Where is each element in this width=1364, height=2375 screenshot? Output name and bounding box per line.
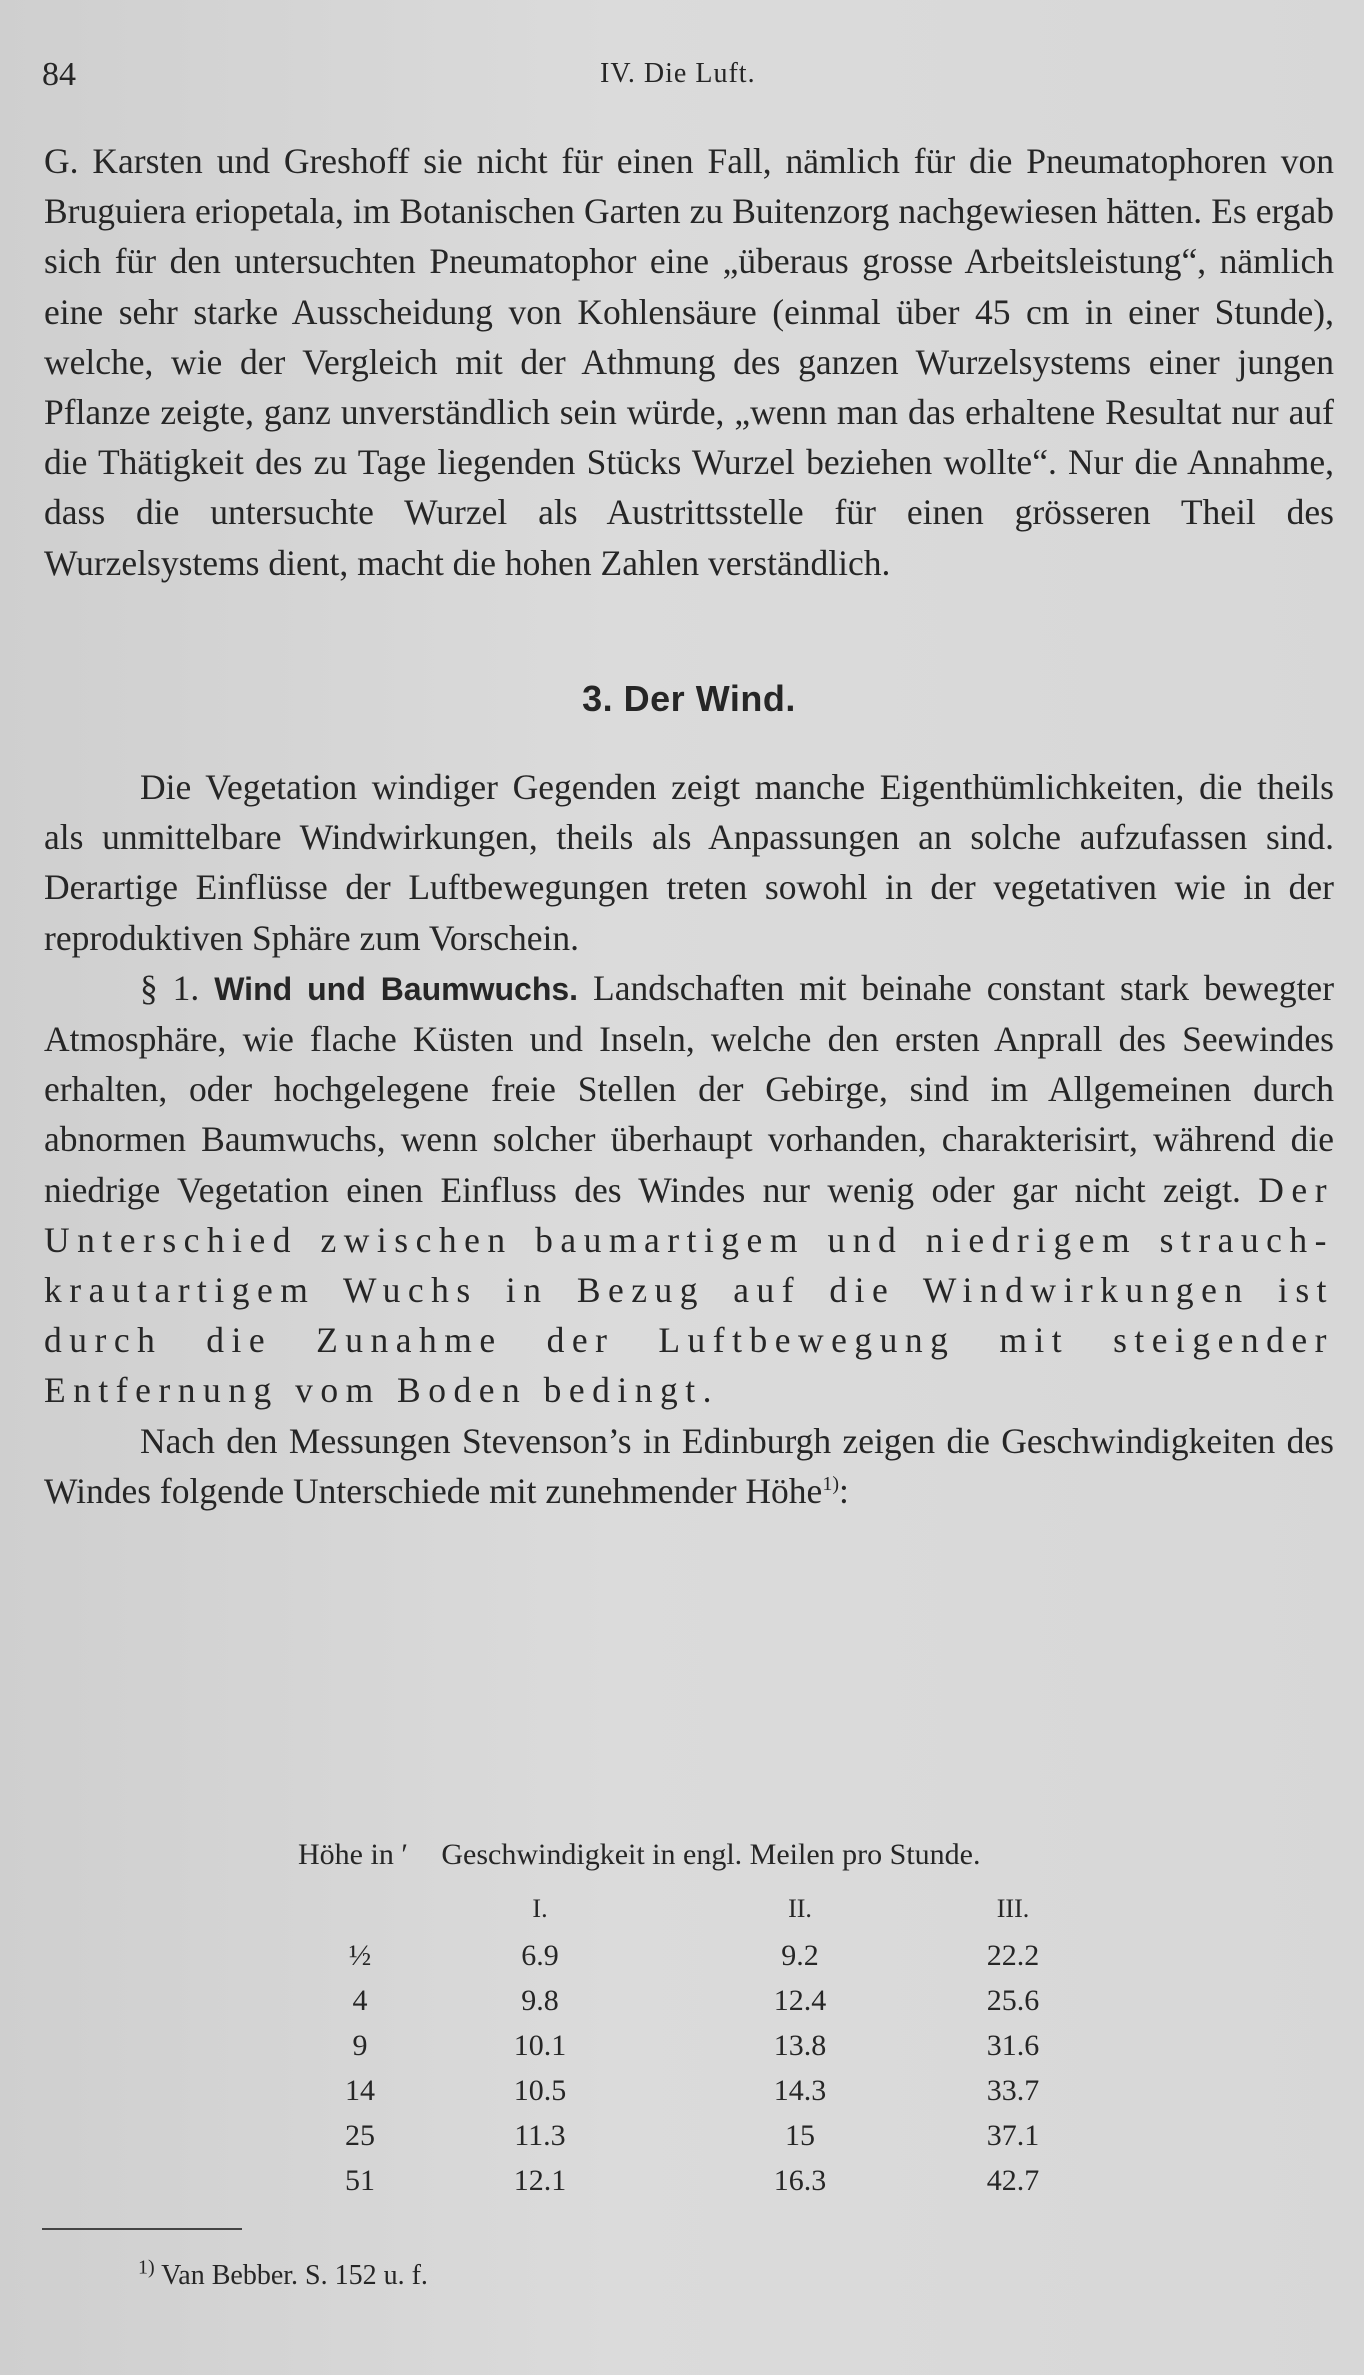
column-head: II.	[788, 1894, 812, 1923]
table-cell: 16.3	[773, 2164, 827, 2197]
paragraph-intro: Die Vegetation windiger Gegenden zeigt manche Eigenthümlichkeiten, die theils als unmittelbare Windwirkungen, theils als Anpassungen an solche aufzufassen sind. Derartige Einflüsse der Luftbewegungen treten sowohl in der vegetativen wie in der reproduktiven Sphäre zum Vorschein.	[44, 767, 1334, 958]
table-cell-height: 51	[345, 2164, 375, 2197]
table-cell: 42.7	[986, 2164, 1040, 2197]
table-cell: 12.1	[513, 2164, 567, 2197]
table-cell: 9.2	[781, 1939, 819, 1972]
table-cell: 22.2	[986, 1939, 1040, 1972]
table-cell: 25.6	[986, 1984, 1040, 2017]
footnote-divider	[42, 2228, 242, 2230]
paragraph-text: Landschaften mit beinahe constant stark bewegter Atmosphäre, wie flache Küsten und Inseln, welche den ersten Anprall des Seewindes erhalten, oder hochgelegene freie Stellen der Gebirge, sind im Allgemeinen durch abnormen Baumwuchs, wenn solcher überhaupt vorhanden, charakterisirt, während die niedrige Vegetation einen Einfluss des Windes nur wenig oder gar nicht zeigt.	[44, 967, 1335, 1210]
table-cell: 33.7	[986, 2074, 1040, 2107]
table-cell: 15	[785, 2119, 815, 2152]
table-cell: 10.5	[513, 2074, 567, 2107]
paragraph-stevenson	[44, 1416, 1334, 1516]
table-cell: 11.3	[514, 2119, 566, 2152]
table-cell: 13.8	[773, 2029, 827, 2062]
table-cell-height: 25	[345, 2119, 375, 2152]
page-number: 84	[42, 56, 76, 93]
paragraph-pneumatophor: G. Karsten und Greshoff sie nicht für einen Fall, nämlich für die Pneumatophoren von Bruguiera eriopetala, im Botanischen Garten zu Buitenzorg nachgewiesen hätten. Es ergab sich für den untersuchten Pneumatophor eine „überaus grosse Arbeitsleistung“, nämlich eine sehr starke Ausscheidung von Kohlensäure (einmal über 45 cm in einer Stunde), welche, wie der Vergleich mit der Athmung des ganzen Wurzelsystems einer jungen Pflanze zeigte, ganz unverständlich sein würde, „wenn man das erhaltene Resultat nur auf die Thätigkeit des zu Tage liegenden Stücks Wurzel beziehen wollte“. Nur die Annahme, dass die untersuchte Wurzel als Austrittsstelle für einen grösseren Theil des Wurzelsystems dient, macht die hohen Zahlen verständlich.	[44, 141, 1334, 583]
table-cell-height: 9	[352, 2029, 368, 2062]
spaced-emphasis: Der Unterschied zwischen baumartigem und niedrigem strauch-krautartigem Wuchs in Bezug auf die Windwirkungen ist durch die Zunahme der Luftbewegung mit steigender Entfernung vom Boden bedingt.	[44, 1169, 1335, 1411]
table-cell-height: ½	[348, 1939, 372, 1972]
paragraph-text: Nach den Messungen Stevenson’s in Edinburgh zeigen die Geschwindigkeiten des Windes folgende Unterschiede mit zunehmender Höhe	[44, 1420, 1334, 1511]
table-caption-speed: Geschwindigkeit in engl. Meilen pro Stunde.	[441, 1838, 981, 1871]
running-head: IV. Die Luft.	[600, 58, 756, 89]
footnote-reference: 1)	[822, 1473, 839, 1496]
column-head: III.	[996, 1894, 1030, 1923]
table-cell: 31.6	[986, 2029, 1040, 2062]
table-cell-height: 14	[345, 2074, 375, 2107]
table-cell: 14.3	[773, 2074, 827, 2107]
main-text	[44, 136, 1334, 1516]
table-caption	[298, 1838, 980, 1872]
subsection-heading: Wind und Baumwuchs.	[214, 970, 579, 1007]
table-cell: 6.9	[521, 1939, 559, 1972]
table-cell: 10.1	[513, 2029, 567, 2062]
section-title: 3. Der Wind.	[582, 677, 796, 719]
table-cell-height: 4	[352, 1984, 368, 2017]
footnote-mark: 1)	[138, 2256, 155, 2279]
column-head: I.	[532, 1894, 548, 1923]
footnote-text: Van Bebber. S. 152 u. f.	[161, 2260, 428, 2291]
table-cell: 9.8	[521, 1984, 559, 2017]
table-cell: 12.4	[773, 1984, 827, 2017]
footnote	[138, 2256, 428, 2292]
section-marker: § 1.	[140, 967, 200, 1008]
table-caption-height: Höhe in ′	[298, 1838, 408, 1871]
paragraph-wind-baumwuchs	[44, 963, 1334, 1416]
table-cell: 37.1	[986, 2119, 1040, 2152]
colon: :	[839, 1470, 849, 1511]
